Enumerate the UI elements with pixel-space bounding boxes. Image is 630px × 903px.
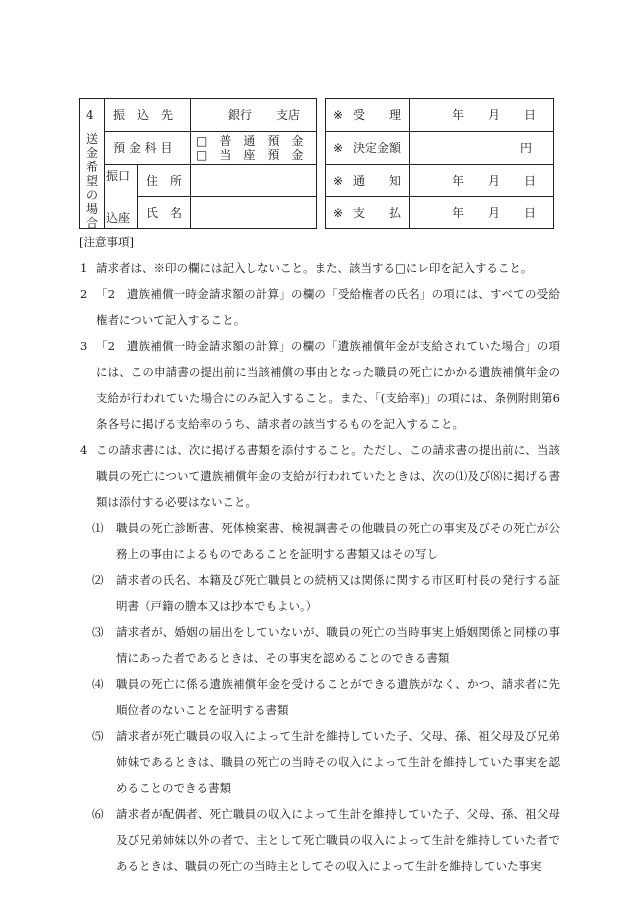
- payment-date: 年 月 日: [452, 206, 537, 220]
- receipt-date: 年 月 日: [452, 108, 537, 122]
- note-text: 「2 遺族補償一時金請求額の計算」の欄の「遺族補償年金が支給されていた場合」の項には、この申請書の提出前に当該補償の事由となった職員の死亡にかかる遺族補償年金の支給が行われていた場合にのみ記入すること。また、「(支給率)」の項には、条例附則第6条各号に掲げる支給率のうち、請求者の該当するものを記入すること。: [96, 339, 560, 431]
- office-mark: ※: [333, 141, 344, 155]
- section-number: 4: [86, 108, 94, 122]
- office-mark: ※: [333, 174, 344, 188]
- divider: [325, 131, 554, 132]
- account-type-label: 預 金 科 目: [113, 141, 173, 155]
- furikomi-bottom-label: 込座: [106, 211, 131, 225]
- name-field[interactable]: [191, 197, 316, 228]
- note-number: 2: [80, 287, 88, 301]
- note-number: 1: [80, 261, 88, 275]
- note-item: [80, 255, 560, 281]
- name-label: 氏 名: [146, 206, 183, 220]
- payment-label: 支 払: [353, 206, 402, 220]
- subnote-number: ⑴: [92, 521, 104, 535]
- divider: [104, 131, 317, 132]
- subnote-text: 請求者の氏名、本籍及び死亡職員との続柄又は関係に関する市区町村長の発行する証明書（戸籍の謄本又は抄本でもよい。）: [116, 573, 560, 613]
- notes-header: [注意事項]: [79, 235, 134, 249]
- divider: [325, 164, 554, 165]
- office-mark: ※: [333, 206, 344, 220]
- note-item: [80, 281, 560, 333]
- receipt-label: 受 理: [353, 108, 402, 122]
- subnote-text: 請求者が、婚姻の届出をしていないが、職員の死亡の当時事実上婚姻関係と同様の事情にあった者であるときは、その事実を認めることのできる書類: [116, 625, 560, 665]
- subnote-item: [92, 567, 560, 619]
- subnote-number: ⑵: [92, 573, 104, 587]
- subnote-item: [92, 671, 560, 723]
- note-number: 3: [80, 339, 88, 353]
- subnote-text: 職員の死亡診断書、死体検案書、検視調書その他職員の死亡の事実及びその死亡が公務上の事由によるものであることを証明する書類又はその写し: [116, 521, 560, 561]
- note-item: [80, 437, 560, 515]
- subnote-item: [92, 619, 560, 671]
- office-mark: ※: [333, 108, 344, 122]
- subnote-text: 請求者が配偶者、死亡職員の収入によって生計を維持していた子、父母、孫、祖父母及び兄弟姉妹以外の者で、主として死亡職員の収入によって生計を維持していた者であるときは、職員の死亡の当時主としてその収入によって生計を維持していた事実: [116, 807, 560, 873]
- decision-amount-label: 決定金額: [353, 141, 402, 155]
- bank-value: 銀行 支店: [228, 108, 301, 122]
- note-number: 4: [80, 443, 88, 457]
- note-item: [80, 333, 560, 437]
- subnote-number: ⑸: [92, 729, 104, 743]
- subnote-text: 請求者が死亡職員の収入によって生計を維持していた子、父母、孫、祖父母及び兄弟姉妹であるときは、職員の死亡の当時その収入によって生計を維持していた事実を認めることのできる書類: [116, 729, 560, 795]
- subnote-item: [92, 723, 560, 801]
- subnote-number: ⑶: [92, 625, 104, 639]
- address-field[interactable]: [191, 165, 316, 195]
- furikomi-top-label: 振口: [106, 169, 131, 183]
- notify-date: 年 月 日: [452, 174, 537, 188]
- note-text: 請求者は、※印の欄には記入しないこと。また、該当する□にレ印を記入すること。: [96, 261, 533, 275]
- divider: [325, 196, 554, 197]
- notify-label: 通 知: [353, 174, 402, 188]
- subnote-text: 職員の死亡に係る遺族補償年金を受けることができる遺族がなく、かつ、請求者に先順位者のないことを証明する書類: [116, 677, 560, 717]
- section-title-vertical: 送金希望の場合: [85, 132, 98, 230]
- note-text: 「2 遺族補償一時金請求額の計算」の欄の「受給権者の氏名」の項には、すべての受給権者について記入すること。: [96, 287, 560, 327]
- note-text: この請求書には、次に掲げる書類を添付すること。ただし、この請求書の提出前に、当該職員の死亡について遺族補償年金の支給が行われていたときは、次の⑴及び⑻に掲げる書類は添付する必要はないこと。: [96, 443, 560, 509]
- subnote-number: ⑹: [92, 807, 104, 821]
- subnote-item: [92, 801, 560, 879]
- current-deposit-checkbox[interactable]: □ 当 座 預 金: [196, 148, 304, 162]
- bank-label: 振 込 先: [113, 108, 174, 122]
- subnote-number: ⑷: [92, 677, 104, 691]
- subnote-item: [92, 515, 560, 567]
- yen-unit: 円: [520, 141, 533, 155]
- ordinary-deposit-checkbox[interactable]: □ 普 通 預 金: [196, 134, 304, 148]
- address-label: 住 所: [146, 174, 183, 188]
